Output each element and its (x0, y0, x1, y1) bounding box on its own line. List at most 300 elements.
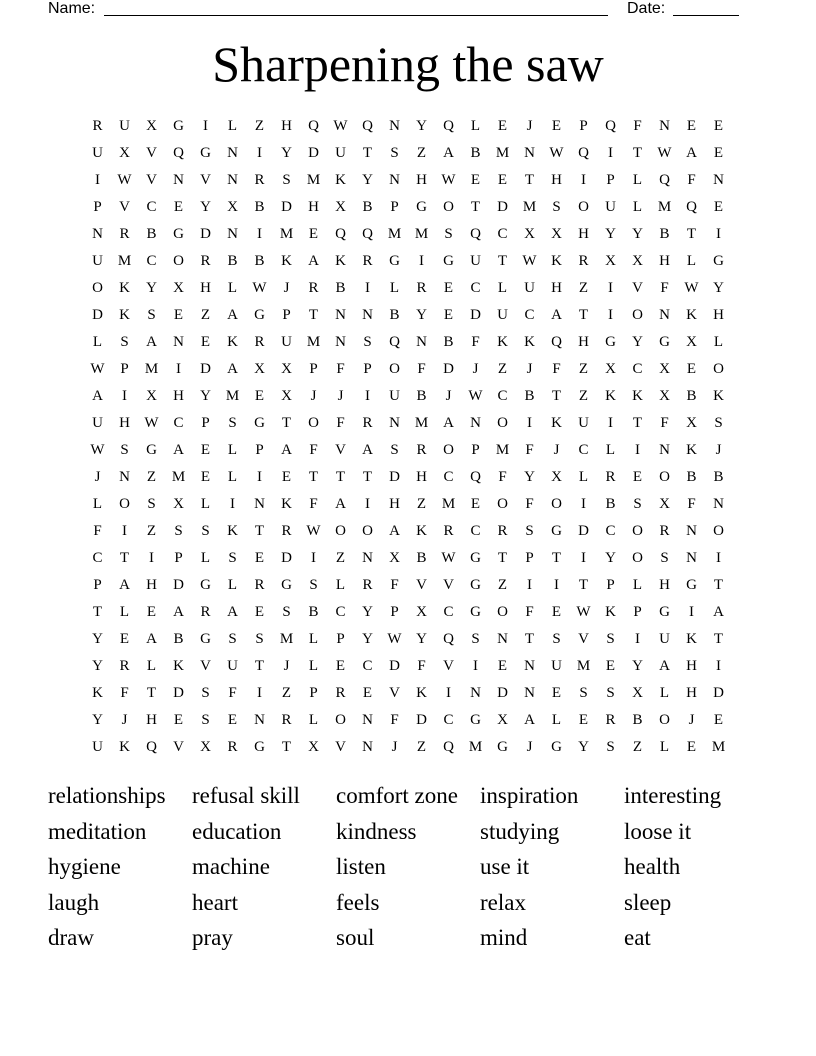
word-list-item: eat (624, 925, 651, 950)
grid-letter: H (146, 577, 157, 593)
grid-letter: A (227, 361, 238, 377)
grid-letter: V (200, 172, 211, 188)
name-input-line[interactable] (104, 15, 608, 16)
grid-letter: N (335, 307, 346, 323)
page-title: Sharpening the saw (212, 36, 604, 92)
grid-letter: K (281, 496, 292, 512)
grid-letter: O (632, 550, 643, 566)
grid-letter: L (200, 550, 211, 566)
grid-letter: U (578, 415, 589, 431)
grid-letter: F (390, 577, 399, 593)
grid-letter: F (687, 172, 696, 188)
grid-letter: I (716, 658, 721, 674)
grid-letter: H (578, 226, 589, 242)
grid-letter: Z (281, 685, 292, 701)
grid-letter: J (310, 388, 317, 404)
grid-letter: W (90, 361, 105, 377)
grid-letter: E (173, 199, 184, 215)
grid-letter: E (605, 658, 616, 674)
grid-letter: I (527, 415, 532, 431)
grid-letter: N (659, 307, 670, 323)
grid-letter: U (524, 280, 535, 296)
grid-letter: J (94, 469, 101, 485)
word-list-item: pray (192, 925, 233, 950)
grid-letter: L (686, 253, 697, 269)
grid-letter: A (173, 442, 184, 458)
grid-letter: Y (713, 280, 724, 296)
grid-letter: G (713, 253, 724, 269)
word-list (48, 781, 768, 959)
grid-letter: J (526, 361, 533, 377)
grid-letter: N (227, 226, 238, 242)
grid-letter: V (173, 739, 184, 755)
grid-letter: V (200, 658, 211, 674)
grid-letter: M (225, 388, 240, 404)
grid-letter: N (362, 712, 373, 728)
grid-letter: X (146, 118, 157, 134)
grid-letter: K (119, 280, 130, 296)
grid-letter: E (146, 604, 157, 620)
grid-letter: J (283, 280, 290, 296)
grid-letter: X (686, 415, 697, 431)
grid-letter: R (92, 118, 103, 134)
grid-letter: P (309, 685, 318, 701)
grid-letter: O (335, 712, 346, 728)
grid-letter: S (471, 631, 480, 647)
grid-letter: K (713, 388, 724, 404)
header (0, 0, 816, 20)
grid-letter: V (335, 739, 346, 755)
grid-letter: K (551, 253, 562, 269)
grid-letter: Q (470, 226, 481, 242)
grid-letter: B (254, 253, 265, 269)
grid-letter: M (387, 226, 402, 242)
grid-letter: V (578, 631, 589, 647)
grid-letter: Y (200, 199, 211, 215)
grid-letter: R (254, 172, 265, 188)
grid-letter: L (659, 685, 670, 701)
grid-letter: X (281, 388, 292, 404)
grid-letter: B (227, 253, 238, 269)
grid-letter: E (254, 388, 265, 404)
grid-letter: O (659, 469, 670, 485)
grid-letter: A (551, 307, 562, 323)
grid-letter: L (119, 604, 130, 620)
grid-letter: O (551, 496, 562, 512)
grid-letter: M (441, 496, 456, 512)
grid-letter: E (227, 712, 238, 728)
grid-letter: L (632, 172, 643, 188)
grid-letter: S (120, 442, 129, 458)
grid-letter: I (257, 685, 262, 701)
grid-letter: B (173, 631, 184, 647)
grid-letter: O (92, 280, 103, 296)
grid-letter: Y (632, 226, 643, 242)
grid-letter: P (120, 361, 129, 377)
grid-letter: P (606, 172, 615, 188)
grid-letter: C (362, 658, 373, 674)
grid-letter: A (227, 307, 238, 323)
grid-letter: G (470, 712, 481, 728)
grid-letter: R (254, 334, 265, 350)
grid-letter: J (688, 712, 695, 728)
grid-letter: F (336, 361, 345, 377)
grid-letter: K (416, 685, 427, 701)
grid-letter: E (686, 739, 697, 755)
grid-letter: N (470, 685, 481, 701)
grid-letter: E (686, 118, 697, 134)
grid-letter: L (632, 577, 643, 593)
grid-letter: U (470, 253, 481, 269)
date-input-line[interactable] (673, 15, 739, 16)
grid-letter: N (92, 226, 103, 242)
word-list-item: loose it (624, 818, 692, 844)
grid-letter: K (281, 253, 292, 269)
grid-letter: W (576, 604, 591, 620)
grid-letter: I (581, 496, 586, 512)
grid-letter: G (416, 199, 427, 215)
grid-letter: Q (362, 118, 373, 134)
grid-letter: R (200, 604, 211, 620)
grid-letter: N (524, 145, 535, 161)
grid-letter: M (495, 442, 510, 458)
grid-letter: Z (632, 739, 643, 755)
grid-letter: N (416, 334, 427, 350)
grid-letter: I (257, 145, 262, 161)
grid-letter: U (659, 631, 670, 647)
grid-letter: M (171, 469, 186, 485)
grid-letter: W (522, 253, 537, 269)
grid-letter: L (227, 280, 238, 296)
grid-letter: O (578, 199, 589, 215)
grid-letter: X (308, 739, 319, 755)
grid-letter: X (281, 361, 292, 377)
grid-letter: W (306, 523, 321, 539)
grid-letter: F (471, 334, 480, 350)
grid-letter: W (684, 280, 699, 296)
word-list-item: mind (480, 925, 528, 950)
grid-letter: E (551, 685, 562, 701)
grid-letter: F (552, 361, 561, 377)
grid-letter: O (443, 442, 454, 458)
grid-letter: G (659, 604, 670, 620)
grid-letter: W (441, 172, 456, 188)
grid-letter: Y (416, 631, 427, 647)
grid-letter: E (551, 118, 562, 134)
grid-letter: J (526, 739, 533, 755)
grid-letter: S (309, 577, 318, 593)
grid-letter: R (497, 523, 508, 539)
grid-letter: C (443, 604, 454, 620)
grid-letter: N (389, 118, 400, 134)
grid-letter: S (552, 631, 561, 647)
grid-letter: P (255, 442, 264, 458)
grid-letter: H (416, 469, 427, 485)
grid-letter: T (92, 604, 103, 620)
grid-letter: N (173, 334, 184, 350)
grid-letter: U (497, 307, 508, 323)
grid-letter: M (279, 226, 294, 242)
grid-letter: J (445, 388, 452, 404)
grid-letter: K (227, 334, 238, 350)
grid-letter: H (713, 307, 724, 323)
grid-letter: O (497, 604, 508, 620)
grid-letter: D (173, 685, 184, 701)
grid-letter: F (498, 469, 507, 485)
grid-letter: S (714, 415, 723, 431)
grid-letter: H (416, 172, 427, 188)
grid-letter: A (362, 442, 373, 458)
grid-letter: P (525, 550, 534, 566)
grid-letter: B (254, 199, 265, 215)
grid-letter: E (173, 712, 184, 728)
grid-letter: B (416, 550, 427, 566)
grid-letter: D (173, 577, 184, 593)
grid-letter: L (227, 442, 238, 458)
grid-letter: N (713, 172, 724, 188)
grid-letter: G (389, 253, 400, 269)
grid-letter: L (335, 577, 346, 593)
grid-letter: I (608, 145, 613, 161)
grid-letter: K (92, 685, 103, 701)
grid-letter: T (578, 307, 589, 323)
grid-letter: I (257, 469, 262, 485)
grid-letter: D (497, 685, 508, 701)
grid-letter: E (497, 118, 508, 134)
grid-letter: T (362, 469, 373, 485)
grid-letter: I (311, 550, 316, 566)
grid-letter: M (522, 199, 537, 215)
grid-letter: I (365, 388, 370, 404)
grid-letter: Y (92, 712, 103, 728)
grid-letter: B (686, 469, 697, 485)
grid-letter: J (391, 739, 398, 755)
grid-letter: M (306, 172, 321, 188)
grid-letter: H (551, 172, 562, 188)
grid-letter: I (230, 496, 235, 512)
grid-letter: O (632, 523, 643, 539)
grid-letter: N (362, 307, 373, 323)
grid-letter: K (335, 253, 346, 269)
grid-letter: D (416, 712, 427, 728)
grid-letter: D (389, 469, 400, 485)
grid-letter: F (687, 496, 696, 512)
grid-letter: L (713, 334, 724, 350)
grid-letter: P (174, 550, 183, 566)
grid-letter: E (254, 604, 265, 620)
grid-letter: F (525, 496, 534, 512)
grid-letter: J (553, 442, 560, 458)
grid-letter: S (147, 307, 156, 323)
grid-letter: H (200, 280, 211, 296)
grid-letter: A (524, 712, 535, 728)
grid-letter: J (715, 442, 722, 458)
grid-letter: C (605, 523, 616, 539)
grid-letter: X (605, 253, 616, 269)
grid-letter: G (254, 739, 265, 755)
grid-letter: M (306, 334, 321, 350)
grid-letter: Q (146, 739, 157, 755)
grid-letter: H (659, 253, 670, 269)
grid-letter: X (389, 550, 400, 566)
grid-letter: S (147, 496, 156, 512)
grid-letter: T (335, 469, 346, 485)
grid-letter: Q (551, 334, 562, 350)
grid-letter: A (281, 442, 292, 458)
grid-letter: G (254, 415, 265, 431)
grid-letter: E (308, 226, 319, 242)
grid-letter: T (632, 415, 643, 431)
grid-letter: Z (416, 496, 427, 512)
grid-letter: E (173, 307, 184, 323)
date-label: Date: (627, 0, 666, 17)
grid-letter: S (201, 523, 210, 539)
grid-letter: A (335, 496, 346, 512)
grid-letter: L (92, 334, 103, 350)
grid-letter: R (605, 469, 616, 485)
grid-letter: B (146, 226, 157, 242)
grid-letter: D (308, 145, 319, 161)
grid-letter: R (281, 712, 292, 728)
grid-letter: U (281, 334, 292, 350)
grid-letter: L (470, 118, 481, 134)
grid-letter: C (92, 550, 103, 566)
grid-letter: T (470, 199, 481, 215)
grid-letter: X (335, 199, 346, 215)
grid-letter: H (146, 712, 157, 728)
grid-letter: S (606, 685, 615, 701)
grid-letter: N (686, 523, 697, 539)
grid-letter: L (659, 739, 670, 755)
grid-letter: T (686, 226, 697, 242)
grid-letter: M (117, 253, 132, 269)
grid-letter: I (554, 577, 559, 593)
grid-letter: A (146, 631, 157, 647)
word-list-item: refusal skill (192, 783, 300, 808)
grid-letter: A (713, 604, 724, 620)
grid-letter: R (416, 280, 427, 296)
grid-letter: T (308, 307, 319, 323)
grid-letter: B (308, 604, 319, 620)
grid-letter: I (608, 280, 613, 296)
grid-letter: I (419, 253, 424, 269)
grid-letter: U (92, 253, 103, 269)
grid-letter: I (122, 388, 127, 404)
grid-letter: F (633, 118, 642, 134)
grid-letter: Y (362, 604, 373, 620)
grid-letter: Q (443, 739, 454, 755)
grid-letter: I (149, 550, 154, 566)
grid-letter: A (119, 577, 130, 593)
grid-letter: Z (146, 523, 157, 539)
grid-letter: Y (92, 631, 103, 647)
grid-letter: I (203, 118, 208, 134)
grid-letter: Z (254, 118, 265, 134)
grid-letter: S (201, 712, 210, 728)
grid-letter: L (146, 658, 157, 674)
grid-letter: S (525, 523, 534, 539)
grid-letter: X (632, 253, 643, 269)
grid-letter: N (362, 550, 373, 566)
grid-letter: H (578, 334, 589, 350)
grid-letter: C (443, 712, 454, 728)
grid-letter: I (122, 523, 127, 539)
grid-letter: Q (173, 145, 184, 161)
grid-letter: X (416, 604, 427, 620)
grid-letter: H (686, 685, 697, 701)
grid-letter: O (713, 523, 724, 539)
grid-letter: W (468, 388, 483, 404)
grid-letter: Q (389, 334, 400, 350)
grid-letter: J (337, 388, 344, 404)
grid-letter: I (716, 550, 721, 566)
grid-letter: T (281, 739, 292, 755)
grid-letter: R (605, 712, 616, 728)
grid-letter: S (606, 631, 615, 647)
grid-letter: B (713, 469, 724, 485)
word-list-item: draw (48, 925, 94, 950)
grid-letter: A (443, 145, 454, 161)
grid-letter: X (632, 685, 643, 701)
grid-letter: Z (497, 361, 508, 377)
grid-letter: D (389, 658, 400, 674)
grid-letter: U (92, 415, 103, 431)
grid-letter: S (552, 199, 561, 215)
word-list-item: sleep (624, 889, 672, 915)
grid-letter: A (146, 334, 157, 350)
grid-letter: B (524, 388, 535, 404)
grid-letter: E (632, 469, 643, 485)
grid-letter: L (578, 469, 589, 485)
grid-letter: Q (605, 118, 616, 134)
grid-letter: S (390, 145, 399, 161)
grid-letter: O (497, 415, 508, 431)
grid-letter: R (254, 577, 265, 593)
grid-letter: W (387, 631, 402, 647)
grid-letter: J (472, 361, 479, 377)
grid-letter: P (390, 199, 399, 215)
grid-letter: L (227, 577, 238, 593)
grid-letter: M (657, 199, 672, 215)
grid-letter: B (389, 307, 400, 323)
grid-letter: I (527, 577, 532, 593)
grid-letter: N (497, 631, 508, 647)
word-list-item: kindness (336, 818, 417, 844)
grid-letter: O (308, 415, 319, 431)
grid-letter: C (443, 469, 454, 485)
grid-letter: M (468, 739, 483, 755)
grid-letter: N (524, 685, 535, 701)
grid-letter: L (632, 199, 643, 215)
grid-letter: Q (578, 145, 589, 161)
grid-letter: T (362, 145, 373, 161)
grid-letter: G (686, 577, 697, 593)
word-list-item: soul (336, 925, 375, 950)
grid-letter: Q (335, 226, 346, 242)
grid-letter: E (200, 442, 211, 458)
grid-letter: L (308, 631, 319, 647)
grid-letter: F (120, 685, 129, 701)
grid-letter: F (525, 604, 534, 620)
word-list-item: comfort zone (336, 783, 458, 808)
grid-letter: R (362, 577, 373, 593)
grid-letter: O (713, 361, 724, 377)
grid-letter: S (660, 550, 669, 566)
grid-letter: T (146, 685, 157, 701)
grid-letter: S (444, 226, 453, 242)
grid-letter: E (362, 685, 373, 701)
grid-letter: A (173, 604, 184, 620)
